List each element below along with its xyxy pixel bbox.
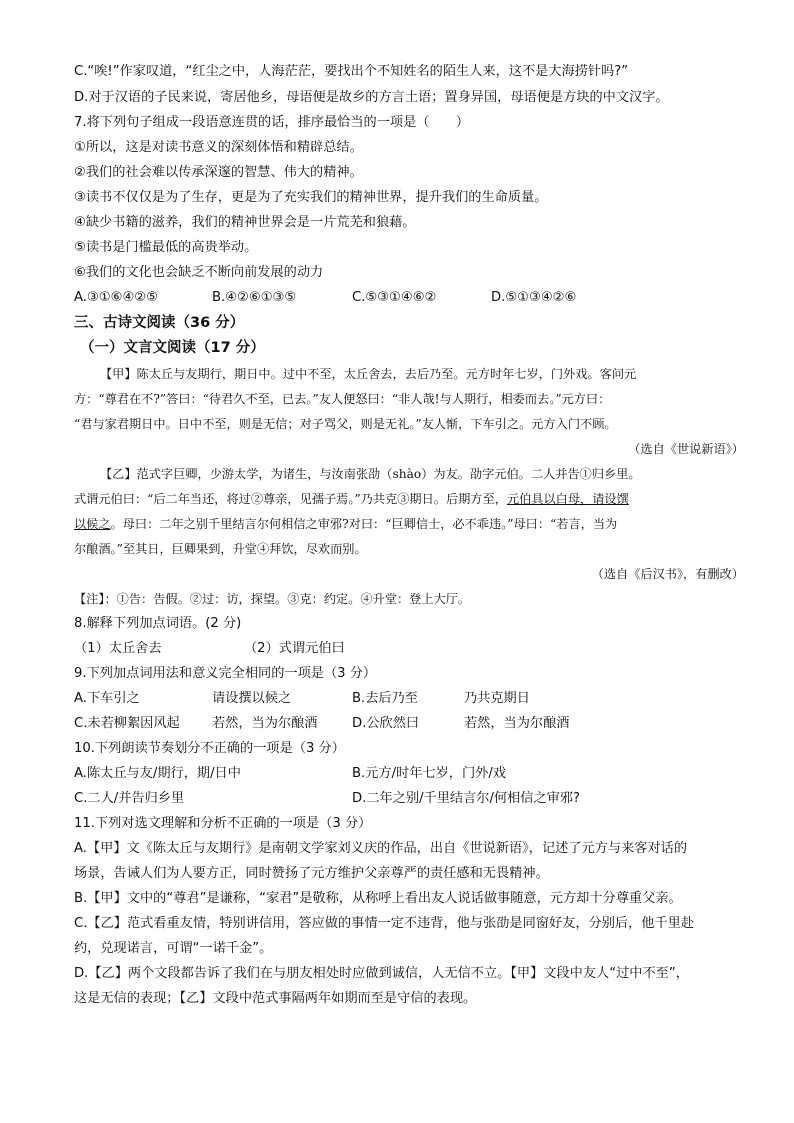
q7-item-6: ⑥我们的文化也会缺乏不断向前发展的动力	[74, 265, 324, 280]
jia-line-2: 方：“尊君在不?”答曰：“待君久不至，已去。”友人便怒曰：“非人哉!与人期行，相委而去。”元方曰：	[74, 392, 611, 406]
q9-d-2: 若然，当为尔酿酒	[464, 716, 570, 731]
annotation-note: 【注】：①告：告假。②过：访，探望。③克：约定。④升堂：登上大厅。	[74, 592, 471, 606]
q9-c-1: C.未若柳絮因风起	[74, 716, 180, 731]
q11-option-a-line-2: 场景，告诫人们为人要方正，同时赞扬了元方维护父亲尊严的责任感和无畏精神。	[74, 866, 549, 881]
q7-item-5: ⑤读书是门槛最低的高贵举动。	[74, 240, 258, 255]
yi-source: （选自《后汉书》，有删改）	[591, 567, 744, 581]
q11-stem: 11.下列对选文理解和分析不正确的一项是（3 分）	[74, 816, 372, 831]
yi-line-1: 【乙】范式字巨卿，少游太学，为诸生，与汝南张劭（shào）为友。劭字元伯。二人并告①归乡里。	[100, 467, 641, 481]
q6-option-d: D.对于汉语的子民来说，寄居他乡，母语便是故乡的方言土语；置身异国，母语便是方块的中文汉字。	[74, 90, 669, 105]
q7-item-1: ①所以，这是对读书意义的深刻体悟和精辟总结。	[74, 140, 363, 155]
q10-option-b: B.元方/时年七岁，门外/戏	[352, 766, 506, 781]
q9-d-1: D.公欣然曰	[352, 716, 420, 731]
q7-stem: 7.将下列句子组成一段语意连贯的话，排序最恰当的一项是（ ）	[74, 115, 470, 130]
yi-line-2	[74, 489, 629, 509]
section-title: 三、古诗文阅读（36 分）	[74, 315, 245, 331]
q11-option-b: B.【甲】文中的“尊君”是谦称，“家君”是敬称，从称呼上看出友人说话做事随意，元方却十分尊重父亲。	[74, 891, 682, 906]
yi-underlined-sentence-end: 以候之	[74, 517, 111, 531]
q9-a-1: A.下车引之	[74, 691, 140, 706]
q8-stem: 8.解释下列加点词语。(2 分)	[74, 616, 242, 631]
subsection-title: （一）文言文阅读（17 分）	[80, 340, 265, 356]
q9-c-2: 若然，当为尔酿酒	[212, 716, 318, 731]
q7-item-2: ②我们的社会难以传承深邃的智慧、伟大的精神。	[74, 165, 363, 180]
yi-line-4: 尔酿酒。”至其日，巨卿果到，升堂④拜饮，尽欢而别。	[74, 542, 367, 556]
q11-option-d-line-1: D.【乙】两个文段都告诉了我们在与朋友相处时应做到诚信，人无信不立。【甲】文段中友人“过中不至”，	[74, 966, 689, 981]
q7-option-a: A.③①⑥④②⑤	[74, 290, 158, 305]
q9-stem: 9.下列加点词用法和意义完全相同的一项是（3 分）	[74, 666, 377, 681]
q9-a-2: 请设撰以候之	[212, 691, 292, 706]
q8-item-2: （2）式谓元伯曰	[244, 641, 345, 656]
q7-item-3: ③读书不仅仅是为了生存，更是为了充实我们的精神世界，提升我们的生命质量。	[74, 190, 548, 205]
jia-source: （选自《世说新语》）	[628, 442, 744, 456]
jia-line-1: 【甲】陈太丘与友期行，期日中。过中不至，太丘舍去，去后乃至。元方时年七岁，门外戏。客问元	[100, 367, 637, 381]
q10-option-d: D.二年之别/千里结言尔/何相信之审邪?	[352, 791, 581, 806]
q9-b-1: B.去后乃至	[352, 691, 418, 706]
q11-option-c-line-1: C.【乙】范式看重友情，特别讲信用，答应做的事情一定不违背，他与张劭是同窗好友，分别后，他千里赴	[74, 916, 695, 931]
q9-b-2: 乃共克期日	[464, 691, 530, 706]
jia-line-3: “君与家君期日中。日中不至，则是无信；对子骂父，则是无礼。”友人惭，下车引之。元方入门不顾。	[74, 417, 617, 431]
q10-option-c: C.二人/并告归乡里	[74, 791, 185, 806]
q7-option-c: C.⑤③①④⑥②	[352, 290, 437, 305]
yi-underlined-sentence: 元伯具以白母，请设馔	[506, 492, 629, 506]
q7-option-b: B.④②⑥①③⑤	[212, 290, 297, 305]
q11-option-d-line-2: 这是无信的表现；【乙】文段中范式事隔两年如期而至是守信的表现。	[74, 991, 477, 1006]
q10-option-a: A.陈太丘与友/期行，期/日中	[74, 766, 241, 781]
q11-option-c-line-2: 约，兑现诺言，可谓“一诺千金”。	[74, 941, 273, 956]
q8-item-1: （1）太丘舍去	[74, 641, 162, 656]
q11-option-a-line-1: A.【甲】文《陈太丘与友期行》是南朝文学家刘义庆的作品，出自《世说新语》，记述了元方与来客对话的	[74, 841, 688, 856]
yi-line-3-text: 。母曰：二年之别千里结言尔何相信之审邪?对曰：“巨卿信士，必不乖违。”母曰：“若言，当为	[110, 517, 618, 531]
yi-line-3	[74, 514, 617, 534]
q6-option-c: C.“唉!”作家叹道，“红尘之中，人海茫茫，要找出个不知姓名的陌生人来，这不是大海捞针吗?”	[74, 64, 629, 79]
q7-item-4: ④缺少书籍的滋养，我们的精神世界会是一片荒芜和狼藉。	[74, 215, 416, 230]
q10-stem: 10.下列朗读节奏划分不正确的一项是（3 分）	[74, 741, 345, 756]
yi-line-2-text: 式谓元伯曰：“后二年当还，将过②尊亲，见孺子焉。”乃共克③期日。后期方至，	[74, 492, 507, 506]
q7-option-d: D.⑤①③④②⑥	[491, 290, 577, 305]
